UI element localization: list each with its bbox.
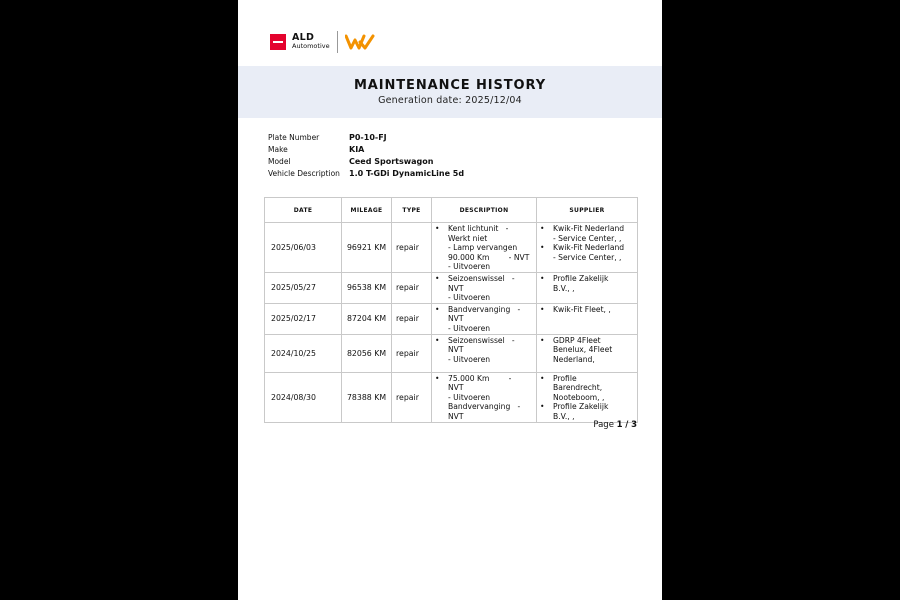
ald-name: ALD xyxy=(292,32,315,43)
vehicle-label: Vehicle Description xyxy=(268,169,340,179)
list-sub-line: B.V., , xyxy=(553,411,575,421)
table-row xyxy=(265,303,638,334)
list-bullet-item: • Kent lichtunit - xyxy=(432,224,536,234)
vehicle-label: Model xyxy=(268,156,291,166)
list-sub-line: Nooteboom, , xyxy=(553,392,605,402)
list-bullet-item: • Profile Zakelijk xyxy=(537,402,637,412)
list-bullet-item: • GDRP 4Fleet xyxy=(537,336,637,346)
cell-supplier xyxy=(537,223,638,273)
cell-date: 2025/05/27 xyxy=(265,272,342,303)
list-sub-line: Benelux, 4Fleet xyxy=(553,345,613,355)
list-sub-line: NVT xyxy=(448,345,464,355)
table-row xyxy=(265,272,638,303)
header-logos xyxy=(270,32,375,52)
cell-description xyxy=(432,303,537,334)
list-sub-line: - Lamp vervangen xyxy=(448,243,518,253)
cell-description xyxy=(432,272,537,303)
list-sub-line: - Uitvoeren xyxy=(448,262,491,272)
cell-date: 2024/08/30 xyxy=(265,372,342,422)
ald-sub: Automotive xyxy=(292,42,330,50)
page-prefix: Page xyxy=(593,420,614,430)
cell-supplier xyxy=(537,372,638,422)
list-bullet-item: • Seizoenswissel - xyxy=(432,274,536,284)
cell-mileage: 87204 KM xyxy=(342,303,392,334)
table-row xyxy=(265,223,638,273)
cell-type: repair xyxy=(392,372,432,422)
list-bullet-item: • Kwik-Fit Fleet, , xyxy=(537,305,637,315)
table-row xyxy=(265,334,638,372)
list-sub-line: - Uitvoeren xyxy=(448,323,491,333)
maintenance-table xyxy=(264,197,638,423)
vehicle-row xyxy=(268,168,464,180)
list-bullet-item: • Kwik-Fit Nederland xyxy=(537,224,637,234)
list-sub-line: - Uitvoeren xyxy=(448,354,491,364)
cell-type: repair xyxy=(392,223,432,273)
vehicle-value: 1.0 T-GDi DynamicLine 5d xyxy=(349,169,465,179)
cell-date: 2024/10/25 xyxy=(265,334,342,372)
cell-supplier xyxy=(537,272,638,303)
cell-type: repair xyxy=(392,334,432,372)
cell-description xyxy=(432,372,537,422)
list-sub-line: NVT xyxy=(448,314,464,324)
list-sub-line: - Uitvoeren xyxy=(448,392,491,402)
vehicle-value: P0-10-FJ xyxy=(349,132,387,142)
page-indicator xyxy=(593,420,637,430)
ald-logo-icon xyxy=(270,34,286,50)
cell-mileage: 82056 KM xyxy=(342,334,392,372)
list-sub-line: B.V., , xyxy=(553,283,575,293)
list-sub-line: NVT xyxy=(448,411,464,421)
list-sub-line: 90.000 Km - NVT xyxy=(448,252,530,262)
vehicle-value: KIA xyxy=(349,144,365,154)
cell-type: repair xyxy=(392,303,432,334)
title-banner xyxy=(238,66,662,118)
list-bullet-item: • Profile Zakelijk xyxy=(537,274,637,284)
document-page xyxy=(238,0,662,600)
cell-mileage: 96921 KM xyxy=(342,223,392,273)
table-header-row xyxy=(265,198,638,223)
cell-description xyxy=(432,334,537,372)
logo-divider xyxy=(337,31,338,53)
cell-supplier xyxy=(537,303,638,334)
vehicle-label: Make xyxy=(268,144,288,154)
cell-mileage: 96538 KM xyxy=(342,272,392,303)
cell-date: 2025/06/03 xyxy=(265,223,342,273)
column-header: DATE xyxy=(265,198,342,223)
page-total: 3 xyxy=(631,420,637,430)
list-sub-line: Nederland, xyxy=(553,354,595,364)
list-bullet-item: • Bandvervanging - xyxy=(432,305,536,315)
table-row xyxy=(265,372,638,422)
ald-logo-text xyxy=(292,33,330,51)
cell-supplier xyxy=(537,334,638,372)
page-current: 1 xyxy=(616,420,623,430)
list-sub-line: NVT xyxy=(448,283,464,293)
list-bullet-item: • Kwik-Fit Nederland xyxy=(537,243,637,253)
cell-mileage: 78388 KM xyxy=(342,372,392,422)
list-bullet-item: • 75.000 Km - xyxy=(432,374,536,384)
page-title: MAINTENANCE HISTORY xyxy=(353,78,547,93)
vehicle-row xyxy=(268,143,464,155)
list-sub-line: - Service Center, , xyxy=(553,233,622,243)
vehicle-label: Plate Number xyxy=(268,132,320,142)
partner-logo-icon xyxy=(345,33,375,51)
list-sub-line: - Uitvoeren xyxy=(448,293,491,303)
list-bullet-item: • Seizoenswissel - xyxy=(432,336,536,346)
cell-date: 2025/02/17 xyxy=(265,303,342,334)
vehicle-value: Ceed Sportswagon xyxy=(349,156,434,166)
list-sub-line: Barendrecht, xyxy=(553,383,603,393)
vehicle-row xyxy=(268,155,464,167)
column-header: DESCRIPTION xyxy=(432,198,537,223)
list-sub-line: - Service Center, , xyxy=(553,252,622,262)
vehicle-row xyxy=(268,131,464,143)
maintenance-table-wrapper xyxy=(264,197,637,423)
vehicle-info xyxy=(268,131,464,180)
list-sub-line: Werkt niet xyxy=(448,233,488,243)
column-header: TYPE xyxy=(392,198,432,223)
page-separator: / xyxy=(625,420,629,430)
column-header: MILEAGE xyxy=(342,198,392,223)
cell-description xyxy=(432,223,537,273)
list-sub-line: NVT xyxy=(448,383,464,393)
generation-date: Generation date: 2025/12/04 xyxy=(378,95,522,106)
cell-type: repair xyxy=(392,272,432,303)
list-sub-line: Bandvervanging - xyxy=(448,402,521,412)
list-bullet-item: • Profile xyxy=(537,374,637,384)
column-header: SUPPLIER xyxy=(537,198,638,223)
